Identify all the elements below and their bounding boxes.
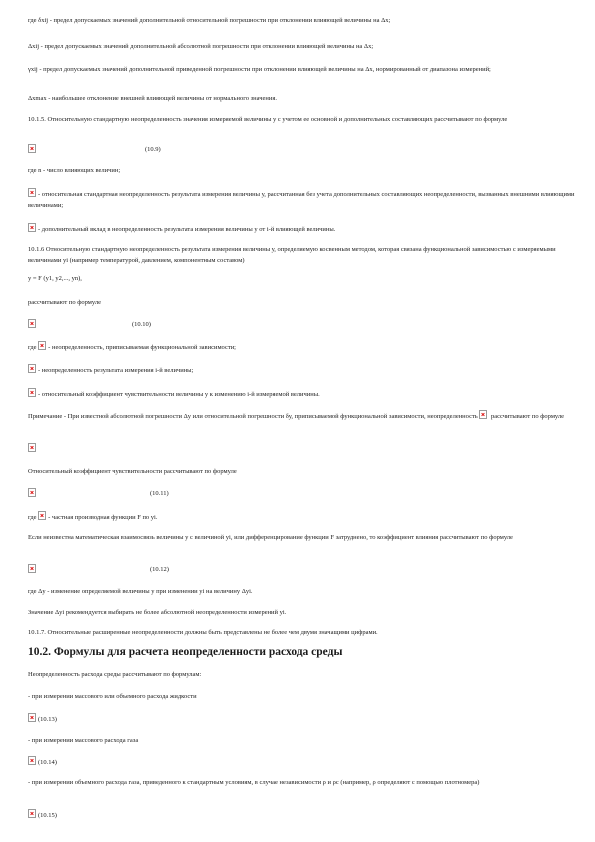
definition-line: [28, 341, 576, 354]
section-10-1-5: 10.1.5. Относительную стандартную неопределенность значения измеряемой величины у с учетом ее основной и дополнительных составляющих рассчитывают по формуле: [28, 116, 508, 123]
broken-image-icon: [28, 443, 36, 452]
list-item: - при измерении массового или объемного расхода жидкости: [28, 693, 197, 700]
formula-row: [28, 756, 576, 769]
definition-text: - относительная стандартная неопределенность результата измерения величины у, рассчитанная без учета дополнительных составляющих неопределенности, вызванных внешними влияющими величинами;: [28, 191, 575, 209]
equation-number: (10.10): [132, 321, 151, 328]
equation-number: (10.14): [38, 759, 57, 766]
broken-image-icon: [28, 809, 36, 818]
definition-text: - неопределенность, приписываемая функциональной зависимости;: [48, 344, 236, 351]
formula-row: [28, 144, 576, 157]
broken-image-icon: [28, 319, 36, 328]
definition-line: [28, 388, 576, 401]
formula-row: [28, 319, 576, 332]
where-label: где: [28, 344, 37, 351]
list-item: - при измерении объемного расхода газа, приведенного к стандартным условиям, в случае независимости ρ и ρс (например, ρ определяют с помощью плотномера): [28, 779, 480, 786]
equation-number: (10.9): [145, 146, 161, 153]
broken-image-icon: [28, 364, 36, 373]
text-line: Относительный коэффициент чувствительности рассчитывают по формуле: [28, 468, 237, 475]
definition-text: - неопределенность результата измерения i-й величины;: [38, 367, 194, 374]
formula-row: [28, 488, 576, 501]
broken-image-icon: [28, 388, 36, 397]
broken-image-icon: [38, 511, 46, 520]
text-line: γxij - предел допускаемых значений дополнительной приведенной погрешности при отклонении влияющей величины на Δx, нормированный от диапазона измерений;: [28, 66, 491, 73]
formula-row: [28, 443, 576, 456]
text-line: Δxmax - наибольшее отклонение внешней влияющей величины от нормального значения.: [28, 95, 277, 102]
equation-number: (10.13): [38, 716, 57, 723]
broken-image-icon: [28, 223, 36, 232]
text-line: Если неизвестна математическая взаимосвязь величины у с величиной yi, или дифференцирование функции F затруднено, то коэффициент влияния рассчитывают по формуле: [28, 534, 513, 541]
broken-image-icon: [479, 410, 487, 419]
formula-row: [28, 564, 576, 577]
note-text-end: рассчитывают по формуле: [491, 413, 565, 420]
text-line: где n - число влияющих величин;: [28, 167, 121, 174]
broken-image-icon: [28, 188, 36, 197]
broken-image-icon: [28, 756, 36, 765]
equation-number: (10.15): [38, 812, 57, 819]
section-heading: 10.2. Формулы для расчета неопределенности расхода среды: [28, 646, 343, 658]
definition-line: [28, 511, 576, 524]
formula-row: [28, 809, 576, 822]
broken-image-icon: [28, 488, 36, 497]
text-line: Δxij - предел допускаемых значений дополнительной абсолютной погрешности при отклонении влияющей величины на Δx;: [28, 43, 374, 50]
function-expression: у = F (у1, у2,..., уn),: [28, 275, 82, 282]
note-text: Примечание - При известной абсолютной погрешности Δу или относительной погрешности δу, приписываемой функциональной зависимости, неопределенность: [28, 413, 478, 420]
text-line: где Δу - изменение определяемой величины у при изменении yi на величину Δyi.: [28, 588, 253, 595]
definition-line: [28, 364, 576, 377]
equation-number: (10.12): [150, 566, 169, 573]
definition-line: [28, 223, 576, 236]
text-line: Значение Δyi рекомендуется выбирать не более абсолютной неопределенности измерений yi.: [28, 609, 287, 616]
definition-line: [28, 188, 576, 211]
list-item: - при измерении массового расхода газа: [28, 737, 139, 744]
equation-number: (10.11): [150, 490, 169, 497]
broken-image-icon: [28, 144, 36, 153]
note-paragraph: [28, 410, 576, 423]
broken-image-icon: [28, 564, 36, 573]
definition-text: - частная производная функции F по yi.: [48, 514, 158, 521]
broken-image-icon: [38, 341, 46, 350]
text-line: Неопределенность расхода среды рассчитывают по формулам:: [28, 671, 202, 678]
text-line: 10.1.7. Относительные расширенные неопределенности должны быть представлены не более чем двумя значащими цифрами.: [28, 629, 378, 636]
definition-text: - относительный коэффициент чувствительности величины у к изменению i-й измеряемой величины.: [38, 391, 320, 398]
text-line: где δxij - предел допускаемых значений дополнительной относительной погрешности при отклонении влияющей величины на Δx;: [28, 17, 391, 24]
definition-text: - дополнительный вклад в неопределенность результата измерения величины у от i-й влияющей величины.: [38, 226, 336, 233]
where-label: где: [28, 514, 37, 521]
formula-row: [28, 713, 576, 726]
section-10-1-6: 10.1.6 Относительную стандартную неопределенность результата измерения величины у, определяемую косвенным методом, которая связана функциональной зависимостью с измеряемыми величинами yi (например температурой, давлением, компонентным составом): [28, 246, 556, 264]
text-line: рассчитывают по формуле: [28, 299, 102, 306]
broken-image-icon: [28, 713, 36, 722]
